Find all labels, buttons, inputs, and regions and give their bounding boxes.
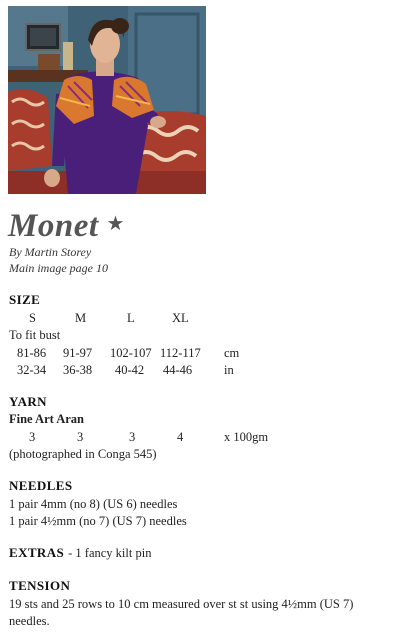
designer-credit: By Martin Storey [9, 245, 92, 259]
tension-line-2: needles. [9, 614, 50, 628]
needles-heading: NEEDLES [9, 478, 73, 493]
star-icon: ★ [106, 213, 125, 235]
extras-text: - 1 fancy kilt pin [68, 546, 152, 560]
yarn-qty-s: 3 [29, 430, 36, 444]
fit-bust-label: To fit bust [9, 328, 61, 342]
yarn-qty-m: 3 [77, 430, 84, 444]
yarn-unit: x 100gm [224, 430, 269, 444]
bust-in-l: 40-42 [115, 363, 145, 377]
needles-line-1: 1 pair 4mm (no 8) (US 6) needles [9, 497, 178, 511]
needles-line-2: 1 pair 4½mm (no 7) (US 7) needles [9, 514, 187, 528]
bust-cm-unit: cm [224, 346, 240, 360]
main-photo [8, 6, 206, 194]
size-label-s: S [29, 311, 36, 325]
size-heading: SIZE [9, 292, 41, 307]
pattern-title-row [8, 206, 124, 246]
bust-in-unit: in [224, 363, 234, 377]
extras-heading: EXTRAS [9, 545, 65, 560]
size-label-l: L [127, 311, 135, 325]
tension-heading: TENSION [9, 578, 71, 593]
tension-line-1: 19 sts and 25 rows to 10 cm measured over st st using 4½mm (US 7) [9, 597, 354, 611]
extras-row [9, 545, 151, 561]
bust-cm-xl: 112-117 [160, 346, 201, 360]
model-photo-illustration [8, 6, 206, 194]
size-label-xl: XL [172, 311, 189, 325]
yarn-qty-l: 3 [129, 430, 136, 444]
bust-in-m: 36-38 [63, 363, 93, 377]
yarn-colour-note: (photographed in Conga 545) [9, 447, 157, 461]
bust-cm-s: 81-86 [17, 346, 47, 360]
bust-cm-l: 102-107 [110, 346, 152, 360]
bust-cm-m: 91-97 [63, 346, 93, 360]
pattern-title: Monet [8, 208, 99, 244]
yarn-name: Fine Art Aran [9, 412, 84, 426]
size-label-m: M [75, 311, 87, 325]
yarn-qty-xl: 4 [177, 430, 184, 444]
yarn-heading: YARN [9, 394, 47, 409]
bust-in-xl: 44-46 [163, 363, 193, 377]
bust-in-s: 32-34 [17, 363, 47, 377]
main-image-reference: Main image page 10 [9, 261, 108, 275]
